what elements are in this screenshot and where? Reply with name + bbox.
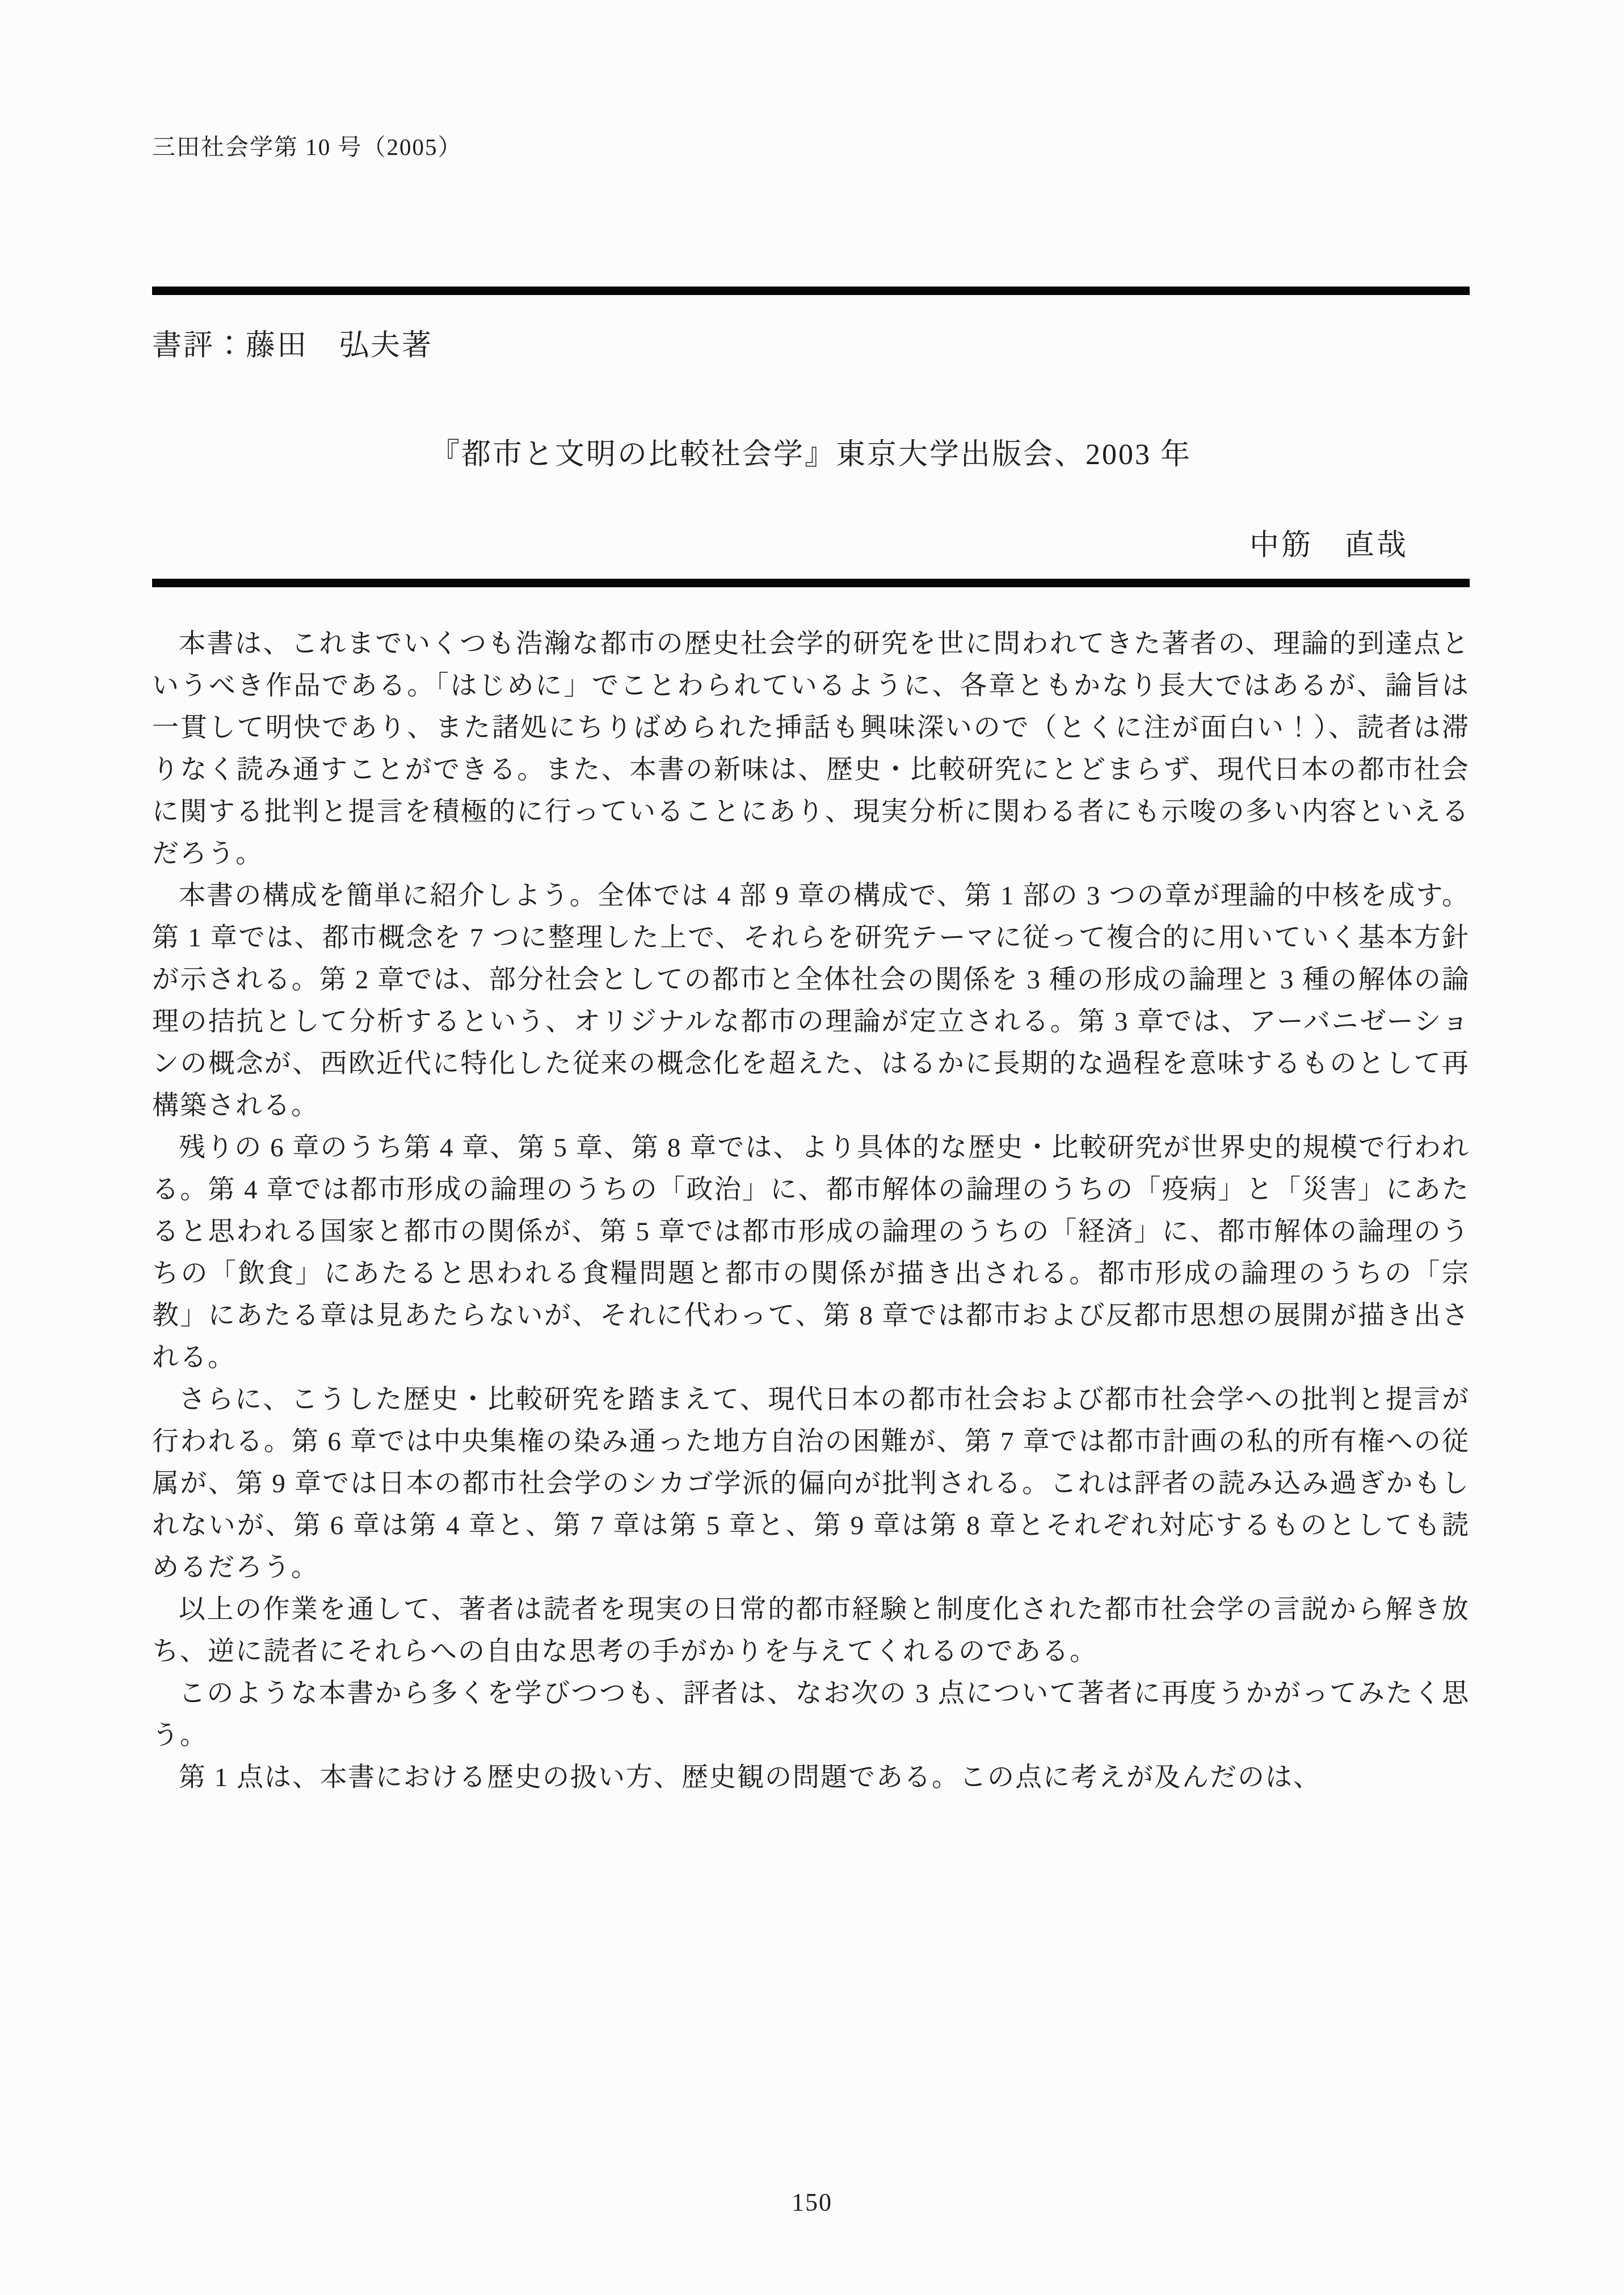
paragraph: さらに、こうした歴史・比較研究を踏まえて、現代日本の都市社会および都市社会学への批判と提言が行われる。第 6 章では中央集権の染み通った地方自治の困難が、第 7 章では都市計画の私的所有権への従属が、第 9 章では日本の都市社会学のシカゴ学派的偏向が批判される。これは評者の読み込み過ぎかもしれないが、第 6 章は第 4 章と、第 7 章は第 5 章と、第 9 章は第 8 章とそれぞれ対応するものとしても読めるだろう。 [152, 1385, 1470, 1582]
top-divider-rule [152, 287, 1470, 295]
journal-issue-header: 三田社会学第 10 号（2005） [152, 134, 462, 160]
paragraph: 以上の作業を通して、著者は読者を現実の日常的都市経験と制度化された都市社会学の言説から解き放ち、逆に読者にそれらへの自由な思考の手がかりを与えてくれるのである。 [152, 1595, 1470, 1666]
paragraph: 第 1 点は、本書における歴史の扱い方、歴史観の問題である。この点に考えが及んだのは、 [179, 1763, 1321, 1792]
paragraph: 本書の構成を簡単に紹介しよう。全体では 4 部 9 章の構成で、第 1 部の 3 つの章が理論的中核を成す。第 1 章では、都市概念を 7 つに整理した上で、それらを研究テーマに従って複合的に用いていく基本方針が示される。第 2 章では、部分社会としての都市と全体社会の関係を 3 種の形成の論理と 3 種の解体の論理の拮抗として分析するという、オリジナルな都市の理論が定立される。第 3 章では、アーバニゼーションの概念が、西欧近代に特化した従来の概念化を超えた、はるかに長期的な過程を意味するものとして再構築される。 [152, 881, 1470, 1121]
reviewer-name: 中筋 直哉 [1249, 529, 1408, 562]
page-number: 150 [792, 2188, 832, 2216]
review-heading: 書評：藤田 弘夫著 [152, 330, 434, 362]
paragraph: 本書は、これまでいくつも浩瀚な都市の歴史社会学的研究を世に問われてきた著者の、理論的到達点というべき作品である。「はじめに」でことわられているように、各章ともかなり長大ではあるが、論旨は一貫して明快であり、また諸処にちりばめられた挿話も興味深いので（とくに注が面白い！）、読者は滞りなく読み通すことができる。また、本書の新味は、歴史・比較研究にとどまらず、現代日本の都市社会に関する批判と提言を積極的に行っていることにあり、現実分析に関わる者にも示唆の多い内容といえるだろう。 [152, 629, 1470, 869]
book-title: 『都市と文明の比較社会学』東京大学出版会、2003 年 [430, 439, 1192, 471]
paragraph: このような本書から多くを学びつつも、評者は、なお次の 3 点について著者に再度うかがってみたく思う。 [152, 1679, 1470, 1750]
review-body [152, 623, 1470, 1799]
bottom-divider-rule [152, 579, 1470, 587]
paragraph: 残りの 6 章のうち第 4 章、第 5 章、第 8 章では、より具体的な歴史・比較研究が世界史的規模で行われる。第 4 章では都市形成の論理のうちの「政治」に、都市解体の論理のうちの「疫病」と「災害」にあたると思われる国家と都市の関係が、第 5 章では都市形成の論理のうちの「経済」に、都市解体の論理のうちの「飲食」にあたると思われる食糧問題と都市の関係が描き出される。都市形成の論理のうちの「宗教」にあたる章は見あたらないが、それに代わって、第 8 章では都市および反都市思想の展開が描き出される。 [152, 1133, 1470, 1372]
